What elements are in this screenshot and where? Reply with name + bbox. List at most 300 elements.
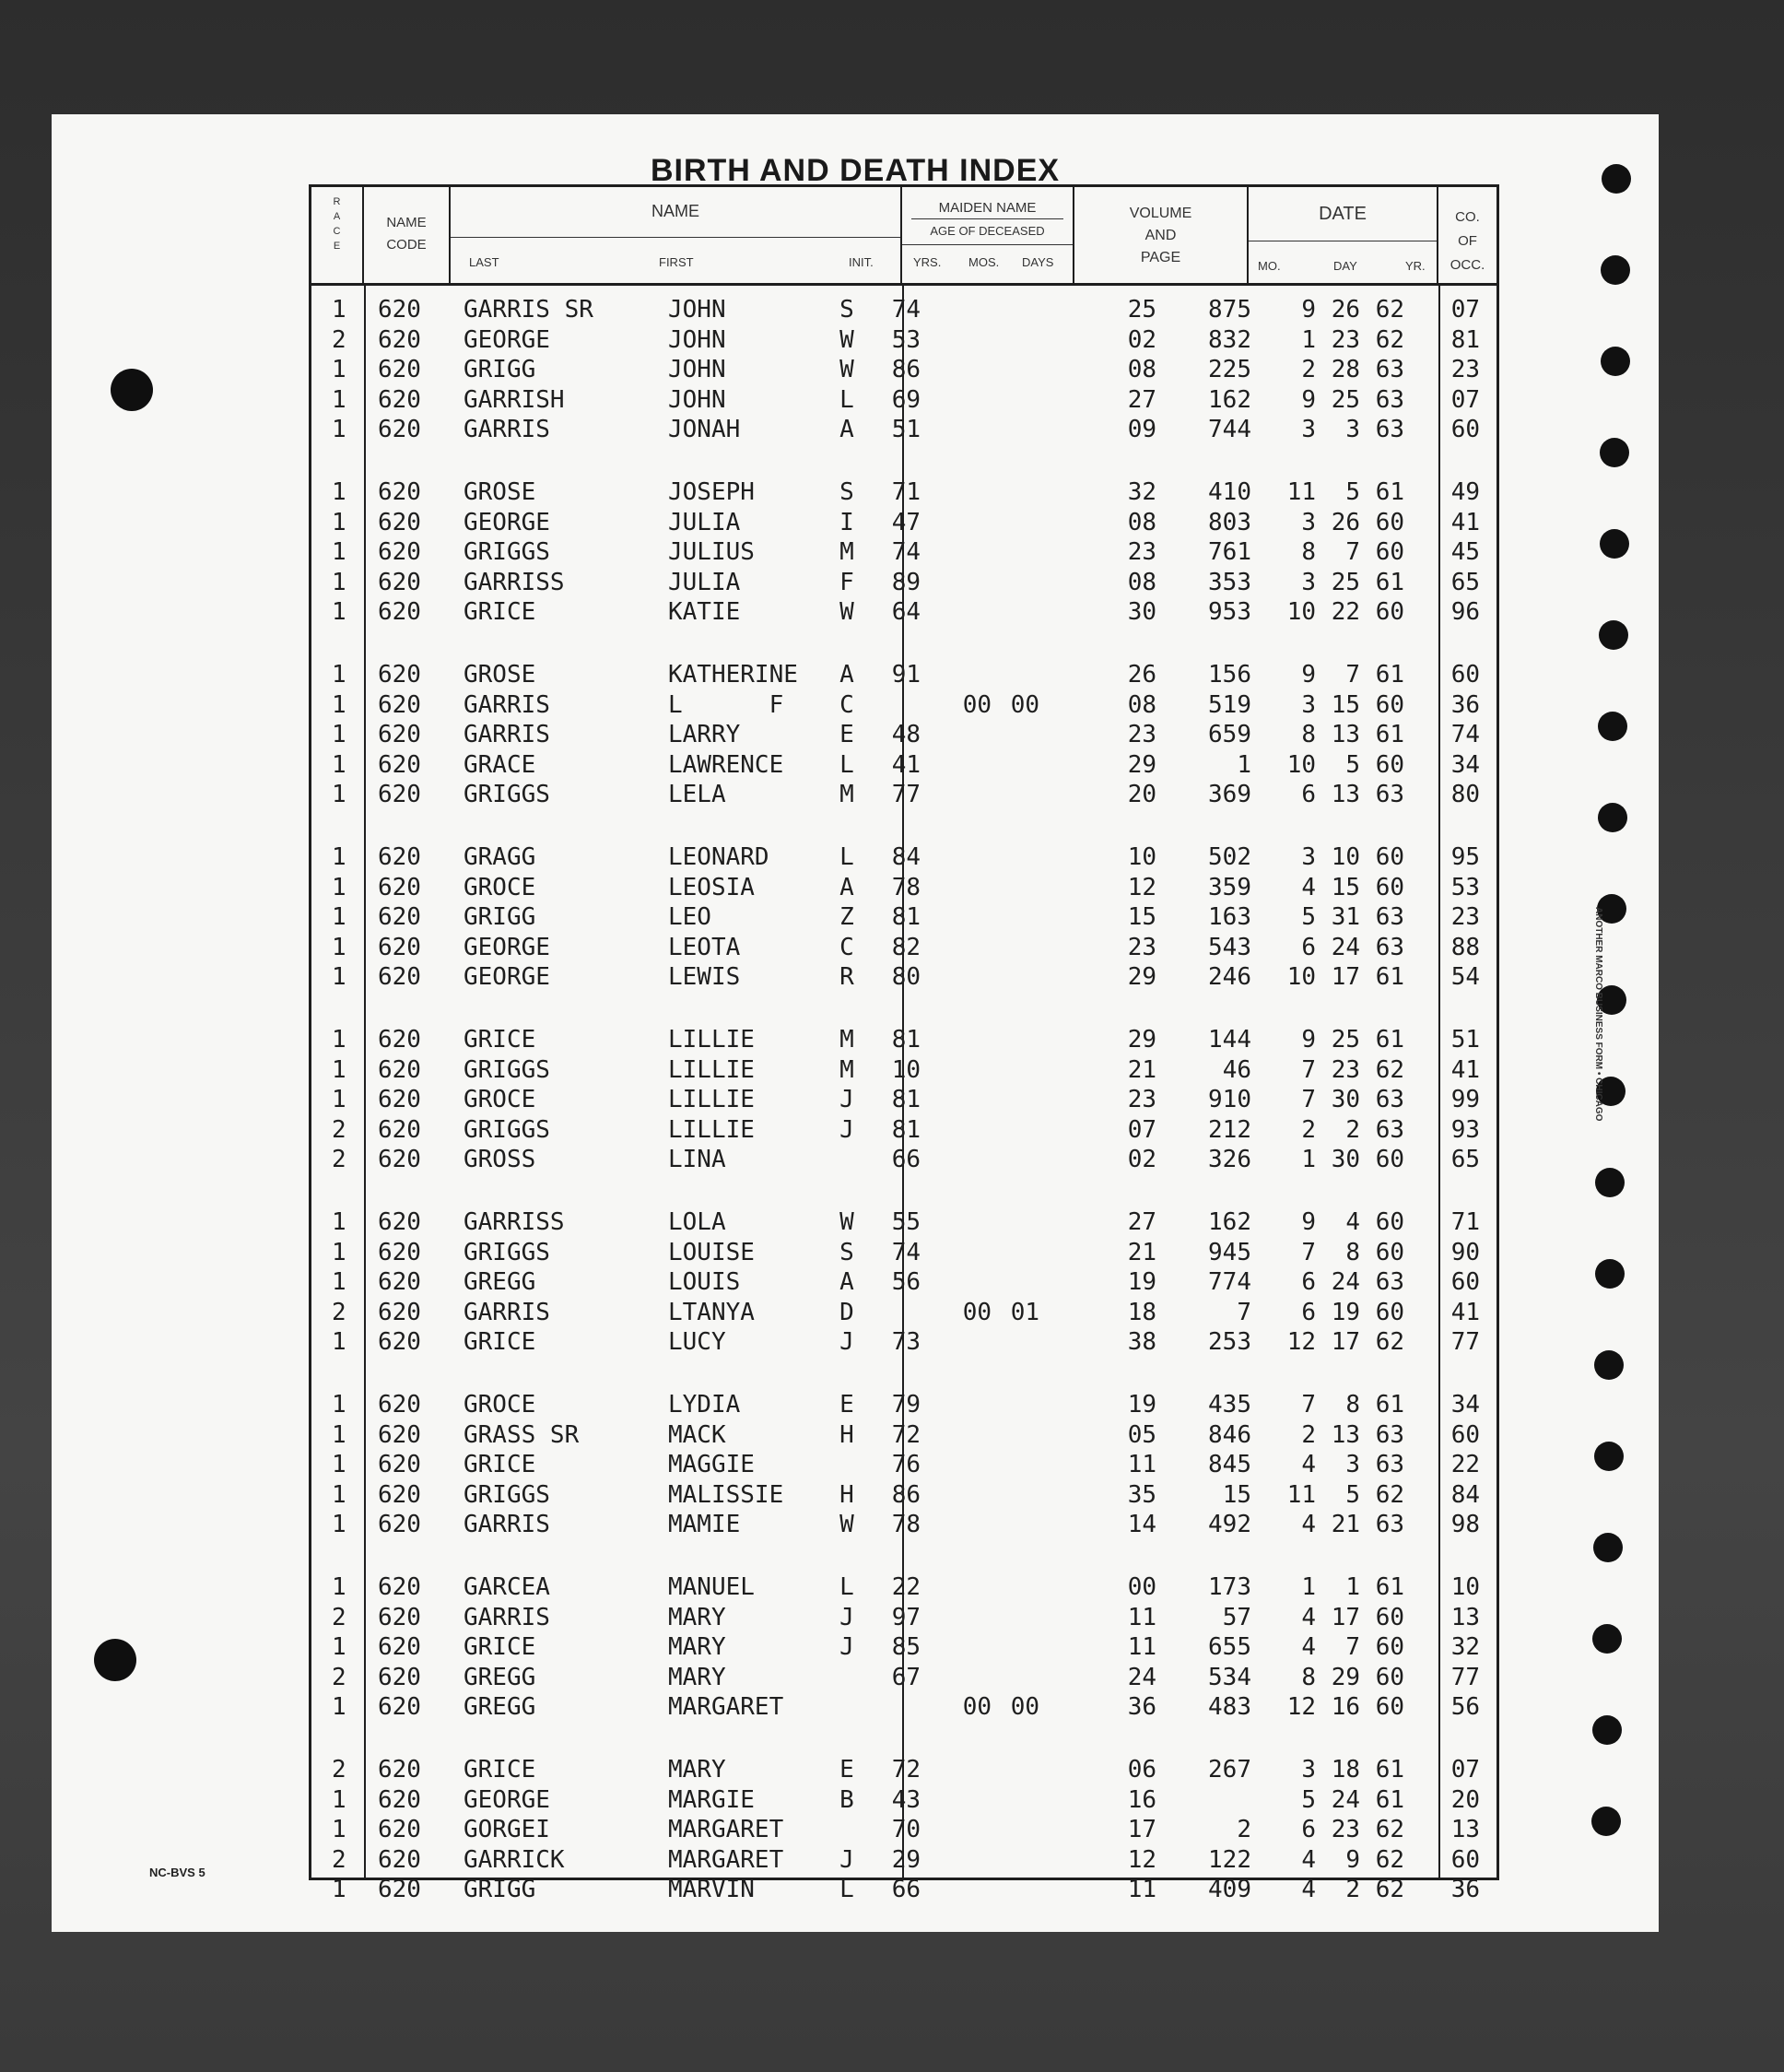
cell-race: 2 bbox=[332, 1663, 346, 1691]
cell-vol: 09 bbox=[1127, 416, 1156, 443]
cell-first: MARY bbox=[668, 1756, 726, 1784]
cell-co: 74 bbox=[1450, 721, 1480, 748]
cell-co: 34 bbox=[1450, 750, 1480, 779]
cell-yr: 62 bbox=[1375, 1876, 1404, 1903]
table-row bbox=[311, 661, 1496, 690]
table-row bbox=[311, 1816, 1496, 1845]
cell-race: 1 bbox=[332, 1208, 346, 1236]
cell-mo: 7 bbox=[1301, 1055, 1316, 1084]
cell-co: 99 bbox=[1450, 1086, 1480, 1113]
header-age-of-deceased: AGE OF DECEASED bbox=[930, 224, 1045, 238]
sprocket-hole bbox=[1595, 1168, 1625, 1197]
cell-init: A bbox=[839, 416, 854, 443]
cell-page: 483 bbox=[1208, 1693, 1251, 1721]
table-row bbox=[311, 1239, 1496, 1268]
cell-yrs: 64 bbox=[891, 598, 921, 626]
cell-co: 60 bbox=[1450, 1268, 1480, 1296]
cell-yrs: 70 bbox=[891, 1816, 921, 1843]
cell-first: MARGIE bbox=[668, 1785, 755, 1814]
cell-last: GRICE bbox=[464, 1328, 536, 1356]
cell-last: GRIGGS bbox=[464, 1480, 550, 1509]
cell-yr: 61 bbox=[1375, 1785, 1404, 1814]
table-row bbox=[311, 326, 1496, 356]
cell-race: 1 bbox=[332, 568, 346, 596]
cell-last: GREGG bbox=[464, 1663, 536, 1691]
cell-init: E bbox=[839, 1756, 854, 1784]
cell-code: 620 bbox=[378, 1328, 421, 1356]
cell-race: 1 bbox=[332, 1480, 346, 1509]
cell-race: 1 bbox=[332, 690, 346, 719]
cell-mo: 4 bbox=[1301, 1633, 1316, 1661]
cell-last: GRIGGS bbox=[464, 538, 550, 566]
cell-race: 2 bbox=[332, 1603, 346, 1631]
cell-race: 1 bbox=[332, 385, 346, 414]
cell-last: GARRIS bbox=[464, 1603, 550, 1631]
cell-page: 945 bbox=[1208, 1238, 1251, 1266]
cell-yr: 60 bbox=[1375, 508, 1404, 536]
cell-mo: 6 bbox=[1301, 1268, 1316, 1296]
sprocket-hole bbox=[1591, 1807, 1621, 1836]
cell-first: LINA bbox=[668, 1146, 726, 1173]
cell-init: S bbox=[839, 296, 854, 324]
cell-last: GARRIS bbox=[464, 1511, 550, 1538]
cell-code: 620 bbox=[378, 478, 421, 506]
cell-init: B bbox=[839, 1785, 854, 1814]
cell-code: 620 bbox=[378, 598, 421, 626]
form-number: NC-BVS 5 bbox=[149, 1866, 205, 1879]
table-row bbox=[311, 386, 1496, 416]
cell-mo: 9 bbox=[1301, 1208, 1316, 1236]
cell-day: 2 bbox=[1345, 1115, 1360, 1144]
cell-page: 57 bbox=[1222, 1603, 1251, 1631]
cell-yr: 63 bbox=[1375, 1086, 1404, 1113]
cell-mo: 7 bbox=[1301, 1238, 1316, 1266]
cell-code: 620 bbox=[378, 356, 421, 383]
cell-page: 253 bbox=[1208, 1328, 1251, 1356]
cell-day: 30 bbox=[1331, 1086, 1360, 1113]
cell-first: MAMIE bbox=[668, 1511, 741, 1538]
cell-co: 65 bbox=[1450, 568, 1480, 596]
cell-vol: 26 bbox=[1127, 661, 1156, 689]
cell-vol: 02 bbox=[1127, 1146, 1156, 1173]
cell-yrs: 41 bbox=[891, 750, 921, 779]
cell-init: E bbox=[839, 1391, 854, 1419]
cell-vol: 21 bbox=[1127, 1238, 1156, 1266]
cell-co: 77 bbox=[1450, 1328, 1480, 1356]
cell-yr: 61 bbox=[1375, 1391, 1404, 1419]
cell-co: 13 bbox=[1450, 1816, 1480, 1843]
cell-yr: 63 bbox=[1375, 1420, 1404, 1449]
cell-last: GROCE bbox=[464, 873, 536, 901]
cell-race: 1 bbox=[332, 1026, 346, 1054]
cell-yr: 60 bbox=[1375, 538, 1404, 566]
cell-co: 41 bbox=[1450, 1055, 1480, 1084]
cell-mo: 4 bbox=[1301, 1845, 1316, 1874]
cell-first: LARRY bbox=[668, 721, 741, 748]
cell-yrs: 53 bbox=[891, 325, 921, 354]
cell-mo: 4 bbox=[1301, 873, 1316, 901]
cell-first: LILLIE bbox=[668, 1055, 755, 1084]
cell-code: 620 bbox=[378, 750, 421, 779]
cell-page: 774 bbox=[1208, 1268, 1251, 1296]
cell-yr: 62 bbox=[1375, 1480, 1404, 1509]
table-row bbox=[311, 1876, 1496, 1905]
cell-init: W bbox=[839, 1208, 854, 1236]
cell-day: 25 bbox=[1331, 1026, 1360, 1054]
cell-code: 620 bbox=[378, 1055, 421, 1084]
cell-code: 620 bbox=[378, 1756, 421, 1784]
cell-yrs: 29 bbox=[891, 1845, 921, 1874]
cell-co: 07 bbox=[1450, 296, 1480, 324]
cell-page: 519 bbox=[1208, 690, 1251, 719]
cell-init: A bbox=[839, 873, 854, 901]
table-row bbox=[311, 296, 1496, 325]
cell-vol: 15 bbox=[1127, 903, 1156, 931]
cell-first: KATIE bbox=[668, 598, 741, 626]
cell-first: MARY bbox=[668, 1603, 726, 1631]
cell-code: 620 bbox=[378, 1480, 421, 1509]
cell-mo: 11 bbox=[1286, 478, 1316, 506]
cell-first: MARGARET bbox=[668, 1693, 784, 1721]
cell-last: GRICE bbox=[464, 1756, 536, 1784]
cell-mo: 12 bbox=[1286, 1328, 1316, 1356]
header-name-code-line1: NAME bbox=[386, 215, 427, 230]
table-row bbox=[311, 1328, 1496, 1358]
cell-mo: 4 bbox=[1301, 1876, 1316, 1903]
cell-mo: 7 bbox=[1301, 1086, 1316, 1113]
cell-yrs: 72 bbox=[891, 1420, 921, 1449]
sprocket-hole bbox=[1601, 347, 1630, 376]
cell-page: 846 bbox=[1208, 1420, 1251, 1449]
cell-yr: 61 bbox=[1375, 478, 1404, 506]
cell-co: 51 bbox=[1450, 1026, 1480, 1054]
cell-mo: 6 bbox=[1301, 933, 1316, 961]
cell-yr: 63 bbox=[1375, 1511, 1404, 1538]
cell-yrs: 66 bbox=[891, 1876, 921, 1903]
cell-day: 17 bbox=[1331, 963, 1360, 991]
cell-init: L bbox=[839, 843, 854, 871]
cell-day: 1 bbox=[1345, 1573, 1360, 1601]
cell-page: 7 bbox=[1237, 1298, 1251, 1326]
table-row bbox=[311, 1604, 1496, 1633]
cell-co: 36 bbox=[1450, 690, 1480, 719]
cell-mo: 3 bbox=[1301, 568, 1316, 596]
cell-last: GORGEI bbox=[464, 1816, 550, 1843]
cell-day: 13 bbox=[1331, 1420, 1360, 1449]
header-date-label: DATE bbox=[1319, 204, 1367, 224]
cell-mos: 00 bbox=[962, 1298, 992, 1326]
cell-co: 23 bbox=[1450, 903, 1480, 931]
cell-init: J bbox=[839, 1845, 854, 1874]
cell-code: 620 bbox=[378, 1603, 421, 1631]
table-row bbox=[311, 1633, 1496, 1663]
cell-co: 77 bbox=[1450, 1663, 1480, 1691]
cell-init: W bbox=[839, 356, 854, 383]
cell-last: GRICE bbox=[464, 1026, 536, 1054]
cell-yr: 63 bbox=[1375, 903, 1404, 931]
cell-vol: 27 bbox=[1127, 385, 1156, 414]
table-row bbox=[311, 1208, 1496, 1238]
table-row bbox=[311, 1391, 1496, 1420]
cell-code: 620 bbox=[378, 690, 421, 719]
cell-page: 359 bbox=[1208, 873, 1251, 901]
cell-code: 620 bbox=[378, 416, 421, 443]
cell-init: J bbox=[839, 1633, 854, 1661]
cell-day: 23 bbox=[1331, 1816, 1360, 1843]
cell-day: 8 bbox=[1345, 1391, 1360, 1419]
cell-init: D bbox=[839, 1298, 854, 1326]
table-row bbox=[311, 1511, 1496, 1540]
cell-last: GARRIS bbox=[464, 1298, 550, 1326]
cell-race: 1 bbox=[332, 598, 346, 626]
cell-first: MARY bbox=[668, 1633, 726, 1661]
cell-yrs: 66 bbox=[891, 1146, 921, 1173]
cell-yr: 60 bbox=[1375, 1146, 1404, 1173]
cell-mo: 10 bbox=[1286, 598, 1316, 626]
cell-page: 502 bbox=[1208, 843, 1251, 871]
cell-day: 15 bbox=[1331, 690, 1360, 719]
cell-mo: 9 bbox=[1301, 385, 1316, 414]
cell-page: 803 bbox=[1208, 508, 1251, 536]
cell-code: 620 bbox=[378, 1115, 421, 1144]
header-name-label: NAME bbox=[651, 202, 699, 220]
table-row bbox=[311, 1786, 1496, 1816]
cell-co: 36 bbox=[1450, 1876, 1480, 1903]
cell-vol: 11 bbox=[1127, 1451, 1156, 1478]
cell-co: 93 bbox=[1450, 1115, 1480, 1144]
cell-vol: 20 bbox=[1127, 781, 1156, 808]
cell-day: 13 bbox=[1331, 781, 1360, 808]
cell-co: 20 bbox=[1450, 1785, 1480, 1814]
cell-co: 45 bbox=[1450, 538, 1480, 566]
cell-last: GRIGGS bbox=[464, 1238, 550, 1266]
cell-day: 24 bbox=[1331, 1268, 1360, 1296]
cell-vol: 32 bbox=[1127, 478, 1156, 506]
cell-page: 15 bbox=[1222, 1480, 1251, 1509]
cell-last: GRIGG bbox=[464, 356, 536, 383]
cell-day: 30 bbox=[1331, 1146, 1360, 1173]
cell-first: LYDIA bbox=[668, 1391, 741, 1419]
cell-init: M bbox=[839, 781, 854, 808]
cell-mo: 3 bbox=[1301, 843, 1316, 871]
cell-mo: 4 bbox=[1301, 1511, 1316, 1538]
cell-yr: 63 bbox=[1375, 1115, 1404, 1144]
cell-co: 65 bbox=[1450, 1146, 1480, 1173]
index-table bbox=[309, 184, 1499, 1903]
cell-yrs: 67 bbox=[891, 1663, 921, 1691]
cell-yrs: 89 bbox=[891, 568, 921, 596]
cell-last: GREGG bbox=[464, 1268, 536, 1296]
cell-last: GARRISS bbox=[464, 1208, 565, 1236]
table-row bbox=[311, 538, 1496, 568]
cell-yrs: 74 bbox=[891, 1238, 921, 1266]
cell-code: 620 bbox=[378, 1785, 421, 1814]
cell-vol: 29 bbox=[1127, 1026, 1156, 1054]
binder-hole bbox=[94, 1639, 136, 1681]
cell-race: 1 bbox=[332, 661, 346, 689]
cell-init: L bbox=[839, 1876, 854, 1903]
cell-yr: 60 bbox=[1375, 1633, 1404, 1661]
cell-yr: 63 bbox=[1375, 1451, 1404, 1478]
cell-yr: 60 bbox=[1375, 1298, 1404, 1326]
cell-yr: 60 bbox=[1375, 690, 1404, 719]
header-date bbox=[1249, 187, 1438, 283]
sprocket-hole bbox=[1595, 1259, 1625, 1289]
cell-day: 7 bbox=[1345, 1633, 1360, 1661]
cell-vol: 38 bbox=[1127, 1328, 1156, 1356]
cell-page: 212 bbox=[1208, 1115, 1251, 1144]
cell-day: 7 bbox=[1345, 538, 1360, 566]
cell-init: I bbox=[839, 508, 854, 536]
cell-yrs: 10 bbox=[891, 1055, 921, 1084]
cell-co: 41 bbox=[1450, 508, 1480, 536]
cell-yr: 60 bbox=[1375, 750, 1404, 779]
cell-first: JULIUS bbox=[668, 538, 755, 566]
cell-first: LEO bbox=[668, 903, 711, 931]
cell-page: 845 bbox=[1208, 1451, 1251, 1478]
cell-race: 1 bbox=[332, 1328, 346, 1356]
cell-init: F bbox=[839, 568, 854, 596]
cell-yr: 61 bbox=[1375, 1573, 1404, 1601]
cell-code: 620 bbox=[378, 721, 421, 748]
cell-code: 620 bbox=[378, 508, 421, 536]
cell-day: 28 bbox=[1331, 356, 1360, 383]
header-init: INIT. bbox=[849, 255, 874, 269]
cell-last: GRIGGS bbox=[464, 781, 550, 808]
cell-days: 01 bbox=[1010, 1298, 1039, 1326]
cell-first: LELA bbox=[668, 781, 726, 808]
cell-yrs: 84 bbox=[891, 843, 921, 871]
table-row bbox=[311, 1268, 1496, 1298]
cell-mo: 4 bbox=[1301, 1451, 1316, 1478]
sprocket-hole bbox=[1592, 1715, 1622, 1745]
cell-first: MARGARET bbox=[668, 1816, 784, 1843]
cell-first: LOLA bbox=[668, 1208, 726, 1236]
cell-race: 2 bbox=[332, 1845, 346, 1874]
table-row bbox=[311, 1693, 1496, 1723]
cell-days: 00 bbox=[1010, 1693, 1039, 1721]
header-name-code bbox=[364, 187, 451, 283]
cell-init: Z bbox=[839, 903, 854, 931]
binder-hole bbox=[111, 369, 153, 411]
cell-co: 07 bbox=[1450, 1756, 1480, 1784]
cell-first: JOSEPH bbox=[668, 478, 755, 506]
cell-race: 2 bbox=[332, 325, 346, 354]
cell-day: 26 bbox=[1331, 296, 1360, 324]
table-row bbox=[311, 1451, 1496, 1480]
cell-vol: 12 bbox=[1127, 873, 1156, 901]
cell-mo: 8 bbox=[1301, 721, 1316, 748]
cell-last: GARRIS bbox=[464, 721, 550, 748]
cell-mo: 9 bbox=[1301, 661, 1316, 689]
cell-first: KATHERINE bbox=[668, 661, 798, 689]
cell-first: JONAH bbox=[668, 416, 741, 443]
table-row bbox=[311, 691, 1496, 721]
cell-mo: 9 bbox=[1301, 296, 1316, 324]
cell-yrs: 69 bbox=[891, 385, 921, 414]
cell-first: LILLIE bbox=[668, 1115, 755, 1144]
cell-code: 620 bbox=[378, 1451, 421, 1478]
cell-code: 620 bbox=[378, 1268, 421, 1296]
cell-race: 1 bbox=[332, 1816, 346, 1843]
cell-page: 163 bbox=[1208, 903, 1251, 931]
header-yrs: YRS. bbox=[913, 255, 942, 269]
table-row bbox=[311, 1086, 1496, 1115]
cell-init: H bbox=[839, 1480, 854, 1509]
cell-first: JOHN bbox=[668, 385, 726, 414]
cell-init: C bbox=[839, 933, 854, 961]
cell-yr: 62 bbox=[1375, 1328, 1404, 1356]
cell-co: 90 bbox=[1450, 1238, 1480, 1266]
header-county bbox=[1438, 187, 1496, 283]
cell-vol: 23 bbox=[1127, 1086, 1156, 1113]
cell-page: 353 bbox=[1208, 568, 1251, 596]
cell-yrs: 81 bbox=[891, 1115, 921, 1144]
page-title: BIRTH AND DEATH INDEX bbox=[650, 153, 1061, 188]
sprocket-hole bbox=[1601, 255, 1630, 285]
table-row bbox=[311, 1756, 1496, 1785]
cell-day: 13 bbox=[1331, 721, 1360, 748]
table-row bbox=[311, 963, 1496, 993]
cell-init: A bbox=[839, 1268, 854, 1296]
header-maiden-age bbox=[902, 187, 1074, 283]
cell-init: M bbox=[839, 538, 854, 566]
cell-vol: 08 bbox=[1127, 356, 1156, 383]
cell-day: 19 bbox=[1331, 1298, 1360, 1326]
header-race-label: R A C E bbox=[333, 196, 341, 252]
cell-day: 29 bbox=[1331, 1663, 1360, 1691]
cell-co: 54 bbox=[1450, 963, 1480, 991]
cell-last: GRICE bbox=[464, 598, 536, 626]
cell-race: 1 bbox=[332, 478, 346, 506]
cell-co: 71 bbox=[1450, 1208, 1480, 1236]
table-row bbox=[311, 903, 1496, 933]
cell-race: 1 bbox=[332, 963, 346, 991]
cell-code: 620 bbox=[378, 1391, 421, 1419]
cell-code: 620 bbox=[378, 538, 421, 566]
cell-yr: 60 bbox=[1375, 1208, 1404, 1236]
cell-page: 156 bbox=[1208, 661, 1251, 689]
cell-yrs: 76 bbox=[891, 1451, 921, 1478]
cell-code: 620 bbox=[378, 1693, 421, 1721]
table-row bbox=[311, 1116, 1496, 1146]
cell-race: 2 bbox=[332, 1146, 346, 1173]
cell-yr: 61 bbox=[1375, 568, 1404, 596]
cell-mos: 00 bbox=[962, 690, 992, 719]
cell-page: 410 bbox=[1208, 478, 1251, 506]
cell-mo: 1 bbox=[1301, 1146, 1316, 1173]
cell-day: 18 bbox=[1331, 1756, 1360, 1784]
cell-vol: 08 bbox=[1127, 690, 1156, 719]
cell-last: GROSE bbox=[464, 478, 536, 506]
cell-page: 326 bbox=[1208, 1146, 1251, 1173]
cell-page: 659 bbox=[1208, 721, 1251, 748]
table-row bbox=[311, 843, 1496, 873]
cell-mo: 3 bbox=[1301, 508, 1316, 536]
cell-vol: 00 bbox=[1127, 1573, 1156, 1601]
cell-vol: 16 bbox=[1127, 1785, 1156, 1814]
table-row bbox=[311, 721, 1496, 750]
cell-yrs: 81 bbox=[891, 1086, 921, 1113]
cell-co: 56 bbox=[1450, 1693, 1480, 1721]
cell-mo: 1 bbox=[1301, 1573, 1316, 1601]
cell-page: 122 bbox=[1208, 1845, 1251, 1874]
cell-first: JOHN bbox=[668, 356, 726, 383]
table-row bbox=[311, 1421, 1496, 1451]
header-day: DAY bbox=[1333, 259, 1357, 273]
cell-vol: 12 bbox=[1127, 1845, 1156, 1874]
cell-page: 761 bbox=[1208, 538, 1251, 566]
